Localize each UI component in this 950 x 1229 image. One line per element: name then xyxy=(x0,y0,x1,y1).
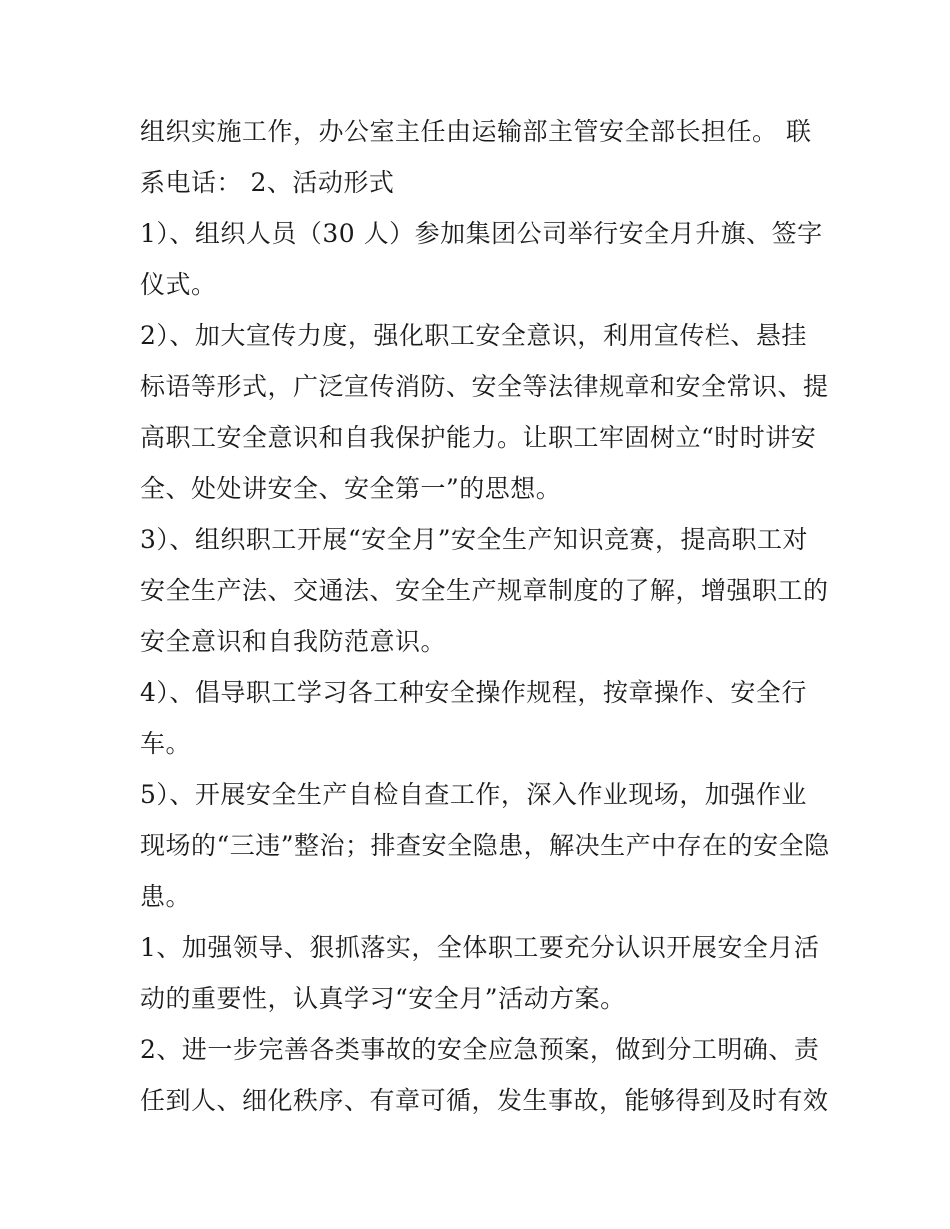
text-line: 2、进一步完善各类事故的安全应急预案，做到分工明确、责 xyxy=(140,1035,820,1064)
text-line: 现场的“三违”整治；排查安全隐患，解决生产中存在的安全隐 xyxy=(140,831,830,860)
text-line: 全、处处讲安全、安全第一”的思想。 xyxy=(140,474,562,503)
text-line: 动的重要性，认真学习“安全月”活动方案。 xyxy=(140,984,626,1013)
text-line: 4）、倡导职工学习各工种安全操作规程，按章操作、安全行 xyxy=(140,678,807,707)
text-line: 任到人、细化秩序、有章可循，发生事故，能够得到及时有效 xyxy=(140,1086,829,1115)
text-line: 组织实施工作，办公室主任由运输部主管安全部长担任。 联 xyxy=(140,117,812,146)
text-line: 3）、组织职工开展“安全月”安全生产知识竞赛，提高职工对 xyxy=(140,525,808,554)
text-line: 2）、加大宣传力度，强化职工安全意识，利用宣传栏、悬挂 xyxy=(140,321,807,350)
text-line: 车。 xyxy=(140,729,192,758)
text-line: 5）、开展安全生产自检自查工作，深入作业现场，加强作业 xyxy=(140,780,807,809)
text-line: 安全意识和自我防范意识。 xyxy=(140,627,447,656)
text-line: 患。 xyxy=(140,882,192,911)
text-line: 1）、组织人员（30 人）参加集团公司举行安全月升旗、签字 xyxy=(140,219,823,248)
text-line: 仪式。 xyxy=(140,270,217,299)
text-line: 1、加强领导、狠抓落实，全体职工要充分认识开展安全月活 xyxy=(140,933,820,962)
text-line: 系电话： 2、活动形式 xyxy=(140,168,395,197)
text-line: 安全生产法、交通法、安全生产规章制度的了解，增强职工的 xyxy=(140,576,829,605)
text-line: 标语等形式，广泛宣传消防、安全等法律规章和安全常识、提 xyxy=(140,372,829,401)
document-body xyxy=(140,106,830,1126)
text-line: 高职工安全意识和自我保护能力。让职工牢固树立“时时讲安 xyxy=(140,423,817,452)
